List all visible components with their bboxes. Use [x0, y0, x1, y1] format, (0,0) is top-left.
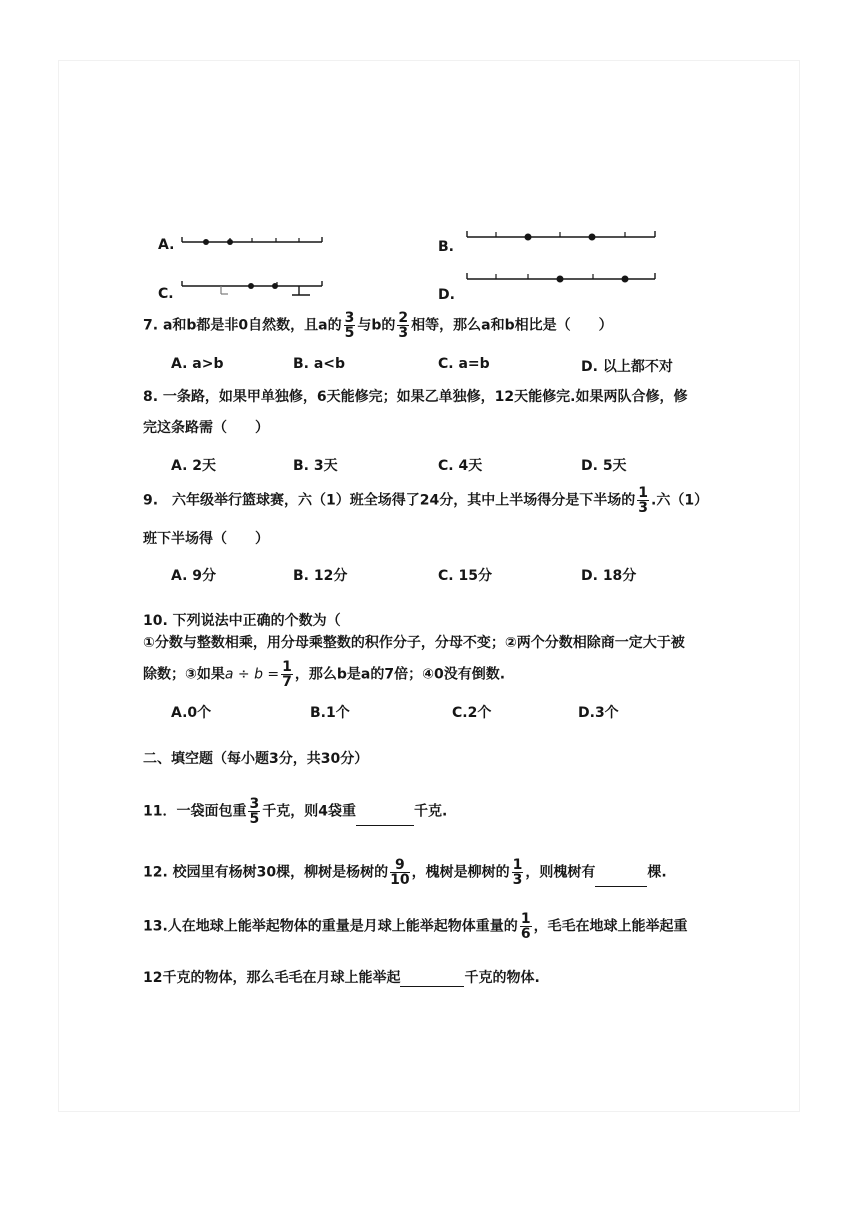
option-d-label: D.	[438, 287, 455, 303]
fraction-denominator: 5	[249, 811, 260, 827]
scan-border	[58, 60, 800, 1112]
number-line-a	[182, 236, 327, 248]
fraction-nine-tenths	[390, 858, 409, 887]
q10-expression: a ÷ b =	[224, 666, 280, 683]
fraction-denominator: 10	[390, 872, 410, 888]
q13-line2-before: 12千克的物体，那么毛毛在月球上能举起	[143, 970, 401, 986]
fraction-three-fifths	[248, 797, 260, 826]
number-line-c	[182, 280, 327, 296]
q12-text-before: 12. 校园里有杨树30棵，柳树是杨树的	[143, 864, 389, 881]
q11-text-mid: 千克，则4袋重	[262, 803, 356, 820]
q8-option-b[interactable]: B. 3天	[293, 458, 338, 474]
number-line-d	[467, 272, 659, 286]
fraction-denominator: 6	[520, 926, 531, 942]
q10-option-a[interactable]: A.0个	[171, 705, 212, 721]
fraction-numerator: 1	[638, 485, 649, 501]
q9-option-a[interactable]: A. 9分	[171, 568, 217, 584]
q7-text-mid: 与b的	[357, 317, 396, 334]
question-11	[143, 797, 447, 826]
q7-text-before: a和b都是非0自然数，且a的	[162, 317, 342, 334]
fraction-three-fifths	[344, 311, 356, 340]
q10-option-d[interactable]: D.3个	[578, 705, 619, 721]
q9-option-b[interactable]: B. 12分	[293, 568, 348, 584]
q7-option-b[interactable]: B. a<b	[293, 356, 346, 372]
fraction-denominator: 3	[638, 500, 649, 516]
q10-text-before: 除数；③如果	[143, 666, 225, 683]
q8-line-1: 8. 一条路，如果甲单独修，6天能修完；如果乙单独修，12天能修完.如果两队合修，修	[143, 389, 688, 405]
option-c-label: C.	[158, 286, 174, 302]
fraction-numerator: 3	[344, 310, 355, 326]
q10-line-2: ①分数与整数相乘，用分母乘整数的积作分子，分母不变；②两个分数相除商一定大于被	[143, 635, 685, 651]
q9-option-c[interactable]: C. 15分	[438, 568, 492, 584]
q10-line-3	[143, 660, 505, 689]
q9-option-d[interactable]: D. 18分	[581, 568, 637, 584]
question-13	[143, 912, 688, 941]
question-12	[143, 858, 667, 887]
q7-number: 7.	[143, 317, 159, 334]
q8-option-c[interactable]: C. 4天	[438, 458, 483, 474]
q7-option-d[interactable]: D. 以上都不对	[581, 359, 673, 375]
fraction-numerator: 1	[520, 911, 531, 927]
q13-line2-after: 千克的物体.	[464, 970, 540, 986]
fraction-numerator: 1	[282, 659, 292, 675]
q13-line-2	[143, 969, 540, 987]
fraction-one-third	[637, 486, 649, 515]
fraction-numerator: 3	[249, 796, 260, 812]
q7-option-a[interactable]: A. a>b	[171, 356, 224, 372]
number-line-b	[467, 230, 659, 244]
question-9	[143, 486, 708, 515]
fraction-denominator: 3	[398, 325, 409, 341]
q12-text-mid: ，槐树是柳树的	[411, 864, 510, 881]
q13-text-after: ，毛毛在地球上能举起重	[533, 918, 688, 935]
option-b-label: B.	[438, 239, 454, 255]
option-a-label: A.	[158, 237, 175, 253]
q7-option-c[interactable]: C. a=b	[438, 356, 490, 372]
fraction-numerator: 1	[512, 857, 523, 873]
q9-line-2: 班下半场得（ ）	[143, 531, 269, 547]
q10-option-c[interactable]: C.2个	[452, 705, 492, 721]
fraction-denominator: 7	[282, 674, 292, 690]
q8-option-a[interactable]: A. 2天	[171, 458, 217, 474]
fraction-numerator: 2	[398, 310, 409, 326]
answer-blank[interactable]	[356, 811, 414, 826]
q13-text-before: 13.人在地球上能举起物体的重量是月球上能举起物体重量的	[143, 918, 518, 935]
answer-blank[interactable]	[400, 972, 464, 987]
q8-line-2: 完这条路需（ ）	[143, 420, 269, 436]
fraction-denominator: 5	[344, 325, 355, 341]
q7-text-after: 相等，那么a和b相比是（ ）	[411, 317, 613, 334]
question-7	[143, 311, 613, 340]
fraction-one-third	[512, 858, 524, 887]
q11-text-before: 11．一袋面包重	[143, 803, 247, 820]
section-heading: 二、填空题（每小题3分，共30分）	[143, 751, 369, 767]
fraction-one-sixth	[520, 912, 532, 941]
q12-text-mid2: ，则槐树有	[525, 864, 596, 881]
q9-text-after: .六（1）	[651, 492, 709, 509]
q10-option-b[interactable]: B.1个	[310, 705, 350, 721]
q10-text-after: ，那么b是a的7倍；④0没有倒数.	[294, 666, 506, 683]
q11-text-after: 千克.	[413, 803, 448, 820]
fraction-denominator: 3	[512, 872, 523, 888]
q8-option-d[interactable]: D. 5天	[581, 458, 627, 474]
q10-line-1: 10. 下列说法中正确的个数为（	[143, 613, 341, 629]
q12-text-after: 棵.	[647, 864, 667, 881]
answer-blank[interactable]	[595, 872, 647, 887]
fraction-one-seventh	[281, 660, 293, 689]
q9-text-before: 9. 六年级举行篮球赛，六（1）班全场得了24分，其中上半场得分是下半场的	[143, 492, 636, 509]
fraction-numerator: 9	[390, 858, 409, 873]
fraction-two-thirds	[397, 311, 409, 340]
